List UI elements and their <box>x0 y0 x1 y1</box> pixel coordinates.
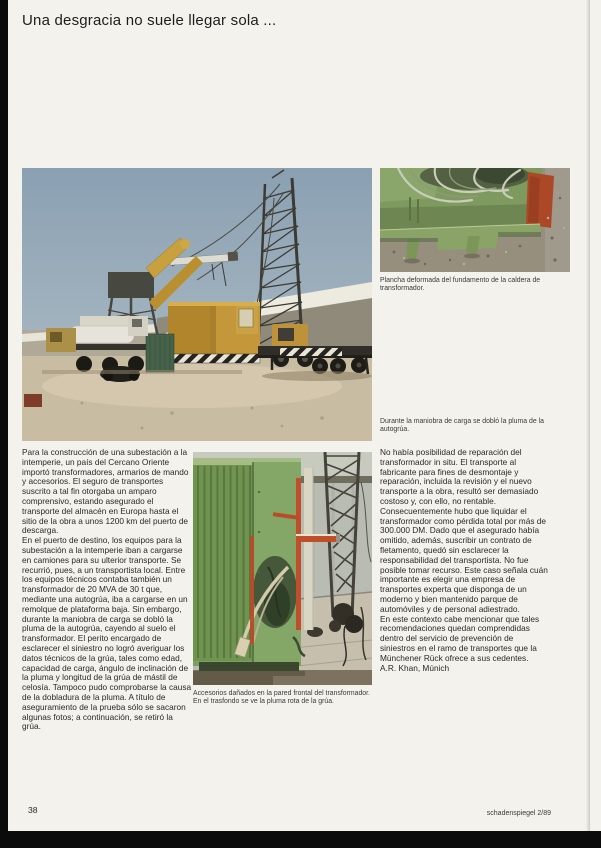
page-title: Una desgracia no suele llegar sola ... <box>22 12 277 29</box>
article-left-column <box>22 448 192 732</box>
article-paragraph: En el puerto de destino, los equipos para la subestación a la intemperie iban a cargarse en camiones para su ulterior transporte. Se recurrió, pues, a un transportista local. Entre los equipos técnicos contaba también un transformador de 20 MVA de 30 t que, mediante una autogrúa, iba a cargarse en un remolque de plataforma baja. Sin embargo, durante la maniobra de carga se dobló la pluma de la autogrúa, cayendo al suelo el transformador. El perito encargado de esclarecer el siniestro no logró averiguar los datos técnicos de la grúa, tales como edad, capacidad de carga, ángulo de inclinación de la pluma y longitud de la grúa de mástil de celosía. Tampoco pudo comprobarse la causa de la dobladura de la pluma. A título de aseguramiento de la prueba sólo se sacaron algunas fotos; a continuación, se retiró la grúa. <box>22 535 192 732</box>
article-byline: A.R. Khan, Múnich <box>380 662 450 673</box>
photo-accessories-illustration <box>193 452 372 685</box>
footer-publication: schadenspiegel 2/89 <box>486 810 551 817</box>
photo-transformer-base <box>380 168 570 272</box>
page-edge-shadow <box>586 0 590 831</box>
caption-accessories: Accesorios dañados en la pared frontal del transformador. En el trasfondo se ve la pluma rota de la grúa. <box>193 690 370 706</box>
photo-transformer-base-illustration <box>380 168 570 272</box>
article-paragraph: No había posibilidad de reparación del transformador in situ. El transporte al fabricante para fines de desmontaje y reparación, incluida la revisión y el nuevo transporte a la obra, resultó ser demasiado costoso y, con ello, no rentable. Consecuentemente hubo que liquidar el transformador como pérdida total por más de 300.000 DM. Dado que el asegurado había omitido, además, suscribir un contrato de fletamento, quedó sin esclarecer la responsabilidad del transportista. No fue posible tomar recurso. Este caso señala cuán importante es elegir una empresa de transportes experta que disponga de un moderno y bien mantenido parque de automóviles y de personal adiestrado. <box>380 447 548 614</box>
photo-accessories-damage <box>193 452 372 685</box>
caption-transformer-base: Plancha deformada del fundamento de la caldera de transformador. <box>380 277 541 293</box>
caption-crane: Durante la maniobra de carga se dobló la pluma de la autogrúa. <box>380 418 544 434</box>
article-paragraph: Para la construcción de una subestación a la intemperie, un país del Cercano Oriente importó transformadores, armarios de mando y accesorios. El seguro de transportes suscrito a tal fin otorgaba un amparo comprensivo, estando asegurado el transporte del almacén en Europa hasta el sitio de la obra a unos 1200 km del puerto de descarga. <box>22 447 189 536</box>
article-right-column <box>380 448 550 673</box>
page-number: 38 <box>28 805 38 815</box>
photo-crane-port-illustration <box>22 168 372 441</box>
photo-crane-port <box>22 168 372 441</box>
article-paragraph: En este contexto cabe mencionar que tales recomendaciones quedan comprendidas dentro del servicio de prevención de siniestros en el ramo de transportes que la Münchener Rück ofrece a sus cedentes. <box>380 613 540 663</box>
magazine-page <box>8 0 601 831</box>
